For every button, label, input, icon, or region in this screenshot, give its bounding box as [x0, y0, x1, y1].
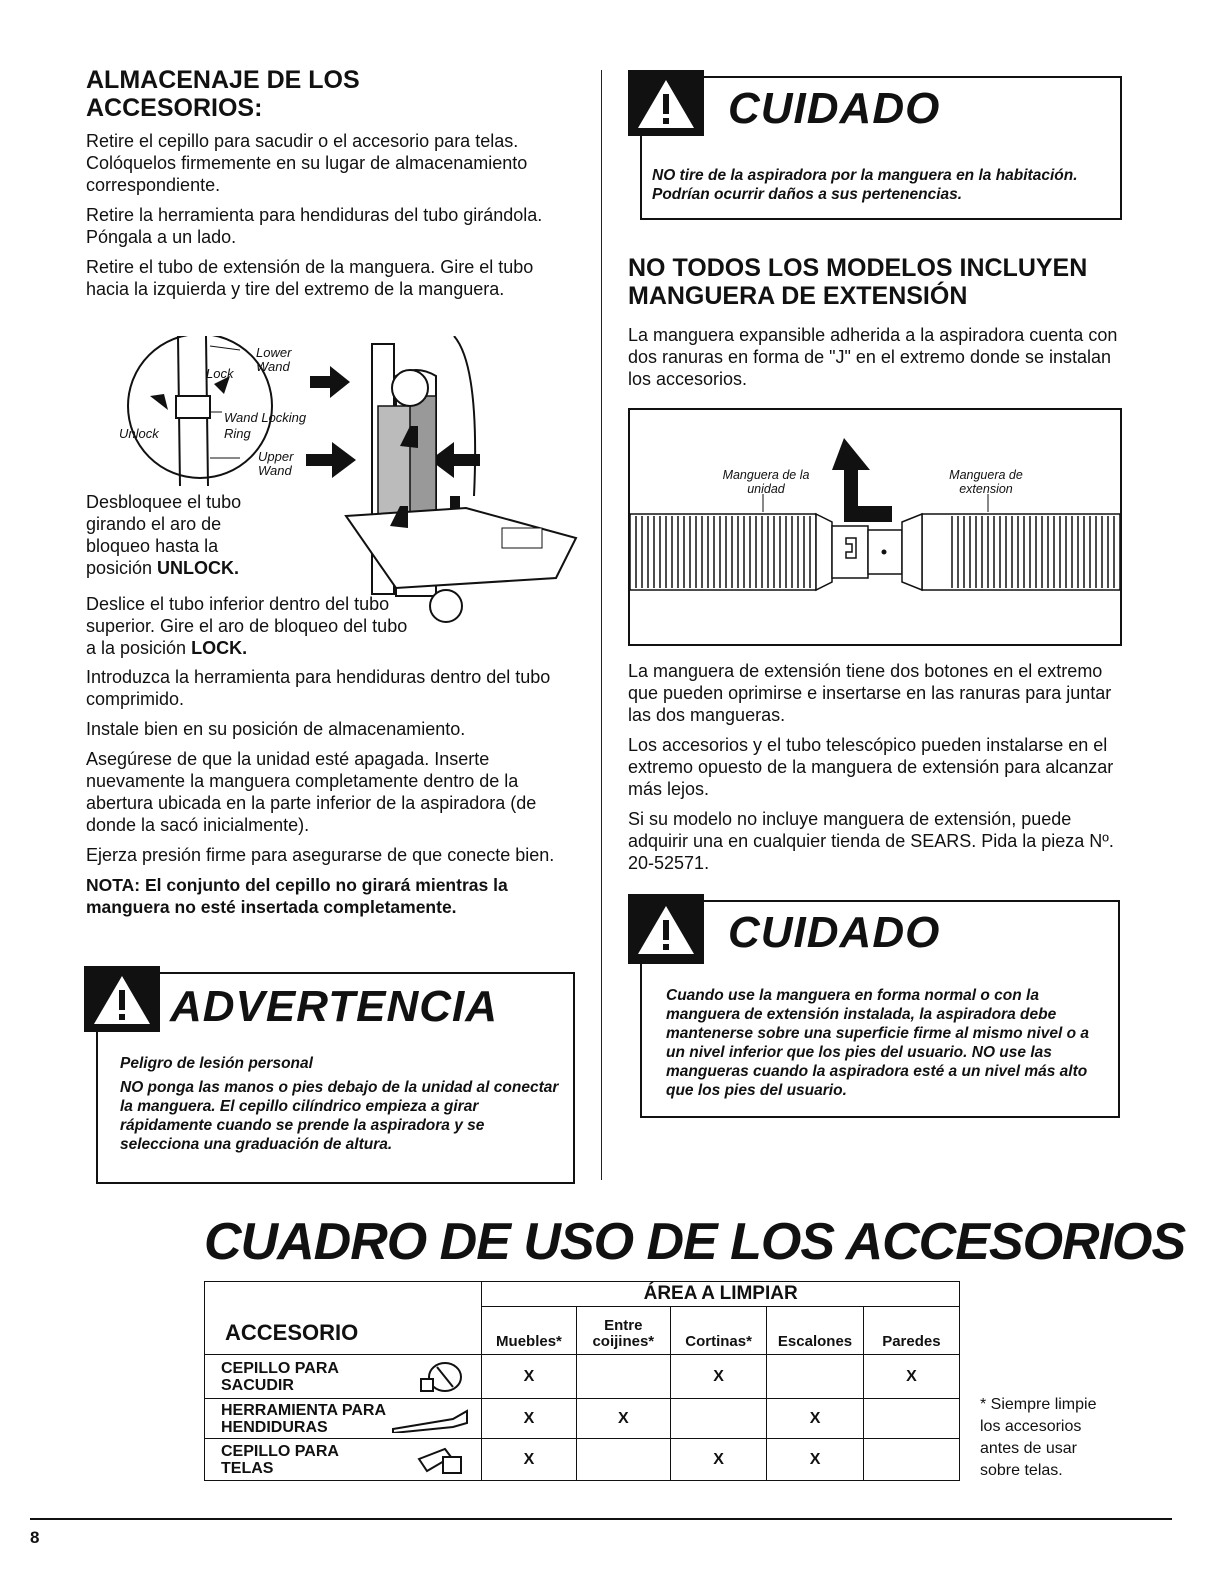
lock-instruction [86, 593, 416, 659]
caution-title-2: CUIDADO [728, 908, 941, 957]
page-number: 8 [30, 1528, 40, 1547]
row-label-dusting-brush [205, 1355, 482, 1399]
upholstery-tool-icon [415, 1445, 467, 1477]
insertion-paragraph-4: Ejerza presión firme para asegurarse de que conecte bien. [86, 845, 555, 865]
warning-title: ADVERTENCIA [170, 982, 499, 1031]
warning-box [96, 972, 575, 1184]
label-unit-hose: Manguera de la unidad [722, 468, 810, 496]
cell-mark [863, 1439, 959, 1481]
table-row [205, 1355, 960, 1399]
warning-tab [84, 966, 160, 1032]
warning-triangle-icon [636, 904, 696, 956]
warning-triangle-icon [92, 974, 152, 1026]
storage-paragraph-3: Retire el tubo de extensión de la manguera. Gire el tubo hacia la izquierda y tire del extremo de la manguera. [86, 257, 534, 299]
label-extension-hose: Manguera de extension [949, 468, 1023, 496]
caution-title-1: CUIDADO [728, 84, 941, 133]
lock-word: LOCK. [191, 638, 248, 658]
note-text: NOTA: El conjunto del cepillo no girará mientras la manguera no esté insertada completamente. [86, 875, 508, 917]
cell-mark: X [670, 1439, 766, 1481]
right-column-bottom [628, 660, 1123, 882]
caution-tab-2 [628, 894, 704, 964]
left-column-top [86, 66, 561, 308]
cell-mark: X [767, 1399, 864, 1439]
row-name: CEPILLO PARA SACUDIR [221, 1359, 339, 1394]
cell-mark [576, 1355, 670, 1399]
insertion-paragraph-2: Instale bien en su posición de almacenamiento. [86, 719, 466, 739]
insertion-paragraph-1: Introduzca la herramienta para hendiduras dentro del tubo comprimido. [86, 667, 551, 709]
unlock-instruction-text: Desbloquee el tubo girando el aro de bloqueo hasta la posición [86, 492, 242, 578]
row-label-upholstery-tool [205, 1439, 482, 1481]
insertion-paragraph-3: Asegúrese de que la unidad esté apagada. Inserte nuevamente la manguera completamente dentro de la abertura ubicada en la parte inferior de la aspiradora (de donde la sacó inicialmente). [86, 749, 537, 835]
column-header-paredes: Paredes [863, 1307, 959, 1355]
cell-mark [767, 1355, 864, 1399]
locking-ring-shape [176, 396, 210, 418]
cell-mark: X [482, 1439, 576, 1481]
crevice-tool-icon [391, 1407, 471, 1433]
label-upper-wand: Upper Wand [258, 449, 294, 478]
extension-paragraph-3: Si su modelo no incluye manguera de extensión, puede adquirir una en cualquier tienda de SEARS. Pida la pieza Nº. 20-52571. [628, 809, 1114, 873]
unlock-word: UNLOCK. [157, 558, 240, 578]
table-row [205, 1399, 960, 1439]
column-header-cortinas: Cortinas* [670, 1307, 766, 1355]
table-row [205, 1439, 960, 1481]
cell-mark: X [670, 1355, 766, 1399]
hose-diagram [628, 408, 1122, 646]
row-name: CEPILLO PARA TELAS [221, 1442, 339, 1477]
accessory-usage-table [204, 1281, 960, 1481]
extension-paragraph-1: La manguera de extensión tiene dos botones en el extremo que pueden oprimirse e insertarse en las ranuras para juntar las dos mangueras. [628, 661, 1112, 725]
column-divider [601, 70, 602, 1180]
caution-body-1: NO tire de la aspiradora por la manguera en la habitación. Podrían ocurrir daños a sus pertenencias. [652, 167, 1078, 203]
storage-heading: ALMACENAJE DE LOS ACCESORIOS: [86, 66, 360, 122]
cell-mark [670, 1399, 766, 1439]
storage-paragraph-1: Retire el cepillo para sacudir o el accesorio para telas. Colóquelos firmemente en su lugar de almacenamiento correspondiente. [86, 131, 528, 195]
cell-mark: X [863, 1355, 959, 1399]
column-header-muebles: Muebles* [482, 1307, 576, 1355]
cell-mark: X [576, 1399, 670, 1439]
caution-tab-1 [628, 70, 704, 136]
warning-subtitle: Peligro de lesión personal [120, 1055, 313, 1072]
footer-rule [30, 1518, 1172, 1520]
right-column-top [628, 254, 1123, 398]
extension-paragraph-2: Los accesorios y el tubo telescópico pueden instalarse en el extremo opuesto de la manguera de extensión para alcanzar más lejos. [628, 735, 1114, 799]
hose-connection-illustration [630, 410, 1120, 644]
caution-box-1 [640, 76, 1122, 220]
label-lock: Lock [206, 366, 234, 381]
accessory-header: ACCESORIO [205, 1282, 482, 1355]
storage-paragraph-2: Retire la herramienta para hendiduras del tubo girándola. Póngala a un lado. [86, 205, 543, 247]
table-footnote: * Siempre limpie los accesorios antes de usar sobre telas. [980, 1396, 1097, 1479]
label-lower-wand: Lower Wand [256, 345, 292, 374]
unlock-instruction [86, 491, 272, 579]
dusting-brush-icon [415, 1359, 467, 1395]
row-name: HERRAMIENTA PARA HENDIDURAS [221, 1401, 386, 1436]
row-label-crevice-tool [205, 1399, 482, 1439]
cell-mark: X [482, 1355, 576, 1399]
warning-body: NO ponga las manos o pies debajo de la unidad al conectar la manguera. El cepillo cilíndrico empieza a girar rápidamente cuando se prende la aspiradora y se selecciona una graduación de altura. [120, 1079, 559, 1153]
models-heading: NO TODOS LOS MODELOS INCLUYEN MANGUERA DE EXTENSIÓN [628, 254, 1088, 310]
chart-title: CUADRO DE USO DE LOS ACCESORIOS [204, 1213, 1186, 1271]
caution-body-2: Cuando use la manguera en forma normal o con la manguera de extensión instalada, la aspiradora debe mantenerse sobre una superficie firme al mismo nivel o a un nivel inferior que los pies del usuario. NO use las mangueras cuando la aspiradora esté a un nivel más alto que los pies del usuario. [666, 987, 1089, 1099]
cell-mark: X [767, 1439, 864, 1481]
label-unlock: Unlock [119, 426, 159, 441]
wand-lock-illustration [110, 336, 580, 626]
cell-mark [576, 1439, 670, 1481]
cell-mark: X [482, 1399, 576, 1439]
column-header-entre-coijines: Entre coijines* [576, 1307, 670, 1355]
left-column-bottom [86, 666, 561, 926]
caution-box-2 [640, 900, 1120, 1118]
cell-mark [863, 1399, 959, 1439]
area-header: ÁREA A LIMPIAR [482, 1282, 960, 1307]
hose-intro: La manguera expansible adherida a la aspiradora cuenta con dos ranuras en forma de "J" en el extremo donde se instalan los accesorios. [628, 325, 1118, 389]
column-header-escalones: Escalones [767, 1307, 864, 1355]
label-wand-locking-ring: Wand Locking Ring [224, 410, 307, 441]
warning-triangle-icon [636, 78, 696, 130]
lock-instruction-text: Deslice el tubo inferior dentro del tubo superior. Gire el aro de bloqueo del tubo a la posición [86, 594, 408, 658]
